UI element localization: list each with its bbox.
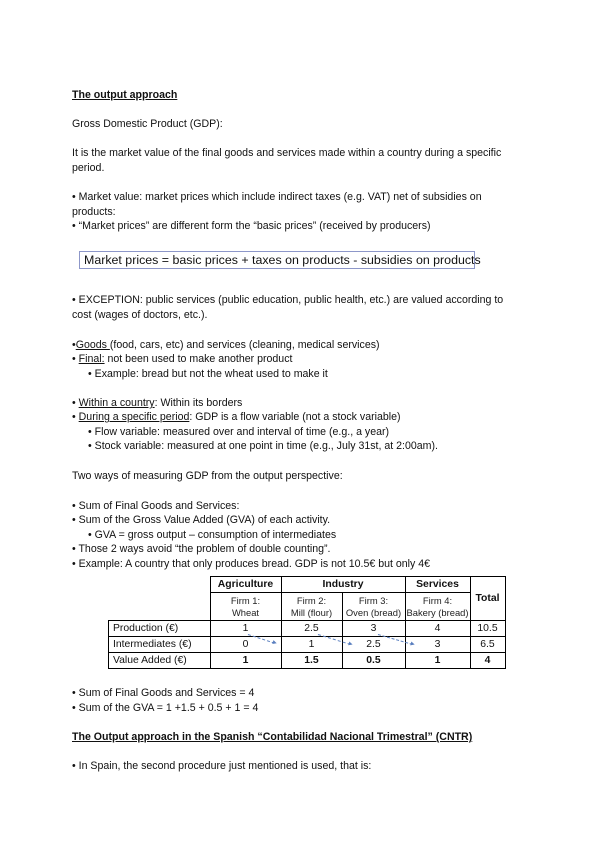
table-cell: 3 bbox=[342, 621, 405, 637]
table-cell: 0.5 bbox=[342, 653, 405, 669]
bread-country-example: • Example: A country that only produces bread. GDP is not 10.5€ but only 4€ bbox=[72, 558, 431, 570]
table-cell: 1 bbox=[281, 637, 342, 653]
sum-final-goods-bullet: • Sum of Final Goods and Services: bbox=[72, 500, 240, 512]
flow-variable-bullet: • Flow variable: measured over and interval of time (e.g., a year) bbox=[88, 426, 390, 438]
table-cell: 4 bbox=[405, 621, 470, 637]
sum-gva-result: • Sum of the GVA = 1 +1.5 + 0.5 + 1 = 4 bbox=[72, 702, 259, 714]
exception-line-2: cost (wages of doctors, etc.). bbox=[72, 309, 208, 321]
goods-bullet: •Goods (food, cars, etc) and services (cleaning, medical services) bbox=[72, 339, 380, 351]
within-country-bullet: • Within a country: Within its borders bbox=[72, 397, 243, 409]
firm-3-header: Firm 3: Oven (bread) bbox=[342, 593, 405, 621]
total-header: Total bbox=[470, 577, 505, 621]
stock-variable-bullet: • Stock variable: measured at one point in time (e.g., July 31st, at 2:00am). bbox=[88, 440, 438, 452]
table-cell: 10.5 bbox=[470, 621, 505, 637]
firm-1-header: Firm 1: Wheat bbox=[210, 593, 281, 621]
sector-agriculture: Agriculture bbox=[210, 577, 281, 593]
table-row-production bbox=[109, 621, 506, 637]
row-label: Value Added (€) bbox=[109, 653, 211, 669]
row-label: Intermediates (€) bbox=[109, 637, 211, 653]
market-prices-formula-box: Market prices = basic prices + taxes on products - subsidies on products bbox=[79, 251, 475, 269]
section-title-output-approach: The output approach bbox=[72, 89, 178, 101]
table-cell: 3 bbox=[405, 637, 470, 653]
firm-4-header: Firm 4: Bakery (bread) bbox=[405, 593, 470, 621]
table-cell: 4 bbox=[470, 653, 505, 669]
spain-procedure-bullet: • In Spain, the second procedure just mentioned is used, that is: bbox=[72, 760, 372, 772]
market-prices-bullet: • “Market prices” are different form the “basic prices” (received by producers) bbox=[72, 220, 431, 232]
value-added-table bbox=[108, 576, 506, 669]
final-term: Final: bbox=[78, 353, 105, 365]
within-country-term: Within a country bbox=[78, 397, 155, 409]
gva-definition-bullet: • GVA = gross output – consumption of intermediates bbox=[88, 529, 337, 541]
final-description: not been used to make another product bbox=[104, 353, 293, 365]
table-firm-header-row bbox=[109, 593, 506, 621]
firm-2-header: Firm 2: Mill (flour) bbox=[281, 593, 342, 621]
sector-services: Services bbox=[405, 577, 470, 593]
goods-term: Goods bbox=[75, 339, 110, 351]
section-title-cntr: The Output approach in the Spanish “Contabilidad Nacional Trimestral” (CNTR) bbox=[72, 731, 473, 743]
table-cell: 1.5 bbox=[281, 653, 342, 669]
sum-gva-bullet: • Sum of the Gross Value Added (GVA) of each activity. bbox=[72, 514, 331, 526]
table-cell: 2.5 bbox=[281, 621, 342, 637]
specific-period-term: During a specific period bbox=[78, 411, 190, 423]
within-country-description: : Within its borders bbox=[154, 397, 243, 409]
final-bullet: • Final: not been used to make another product bbox=[72, 353, 293, 365]
sector-industry: Industry bbox=[281, 577, 405, 593]
table-cell: 0 bbox=[210, 637, 281, 653]
table-cell: 1 bbox=[210, 621, 281, 637]
table-cell: 1 bbox=[210, 653, 281, 669]
two-ways-heading: Two ways of measuring GDP from the output perspective: bbox=[72, 470, 343, 482]
definition-line-1: It is the market value of the final goods and services made within a country during a specific bbox=[72, 147, 502, 159]
table-cell: 1 bbox=[405, 653, 470, 669]
specific-period-bullet: • During a specific period: GDP is a flow variable (not a stock variable) bbox=[72, 411, 401, 423]
gdp-heading: Gross Domestic Product (GDP): bbox=[72, 118, 223, 130]
market-value-bullet-line-2: products: bbox=[72, 206, 116, 218]
exception-line-1: • EXCEPTION: public services (public education, public health, etc.) are valued according to bbox=[72, 294, 504, 306]
market-value-bullet-line-1: • Market value: market prices which include indirect taxes (e.g. VAT) net of subsidies on bbox=[72, 191, 482, 203]
sum-final-goods-result: • Sum of Final Goods and Services = 4 bbox=[72, 687, 255, 699]
definition-line-2: period. bbox=[72, 162, 105, 174]
table-row-intermediates bbox=[109, 637, 506, 653]
specific-period-description: : GDP is a flow variable (not a stock variable) bbox=[189, 411, 401, 423]
row-label: Production (€) bbox=[109, 621, 211, 637]
bread-example: • Example: bread but not the wheat used to make it bbox=[88, 368, 328, 380]
double-counting-bullet: • Those 2 ways avoid “the problem of double counting”. bbox=[72, 543, 331, 555]
table-row-value-added bbox=[109, 653, 506, 669]
table-sector-header-row bbox=[109, 577, 506, 593]
goods-description: (food, cars, etc) and services (cleaning, medical services) bbox=[109, 339, 380, 351]
table-cell: 2.5 bbox=[342, 637, 405, 653]
table-cell: 6.5 bbox=[470, 637, 505, 653]
